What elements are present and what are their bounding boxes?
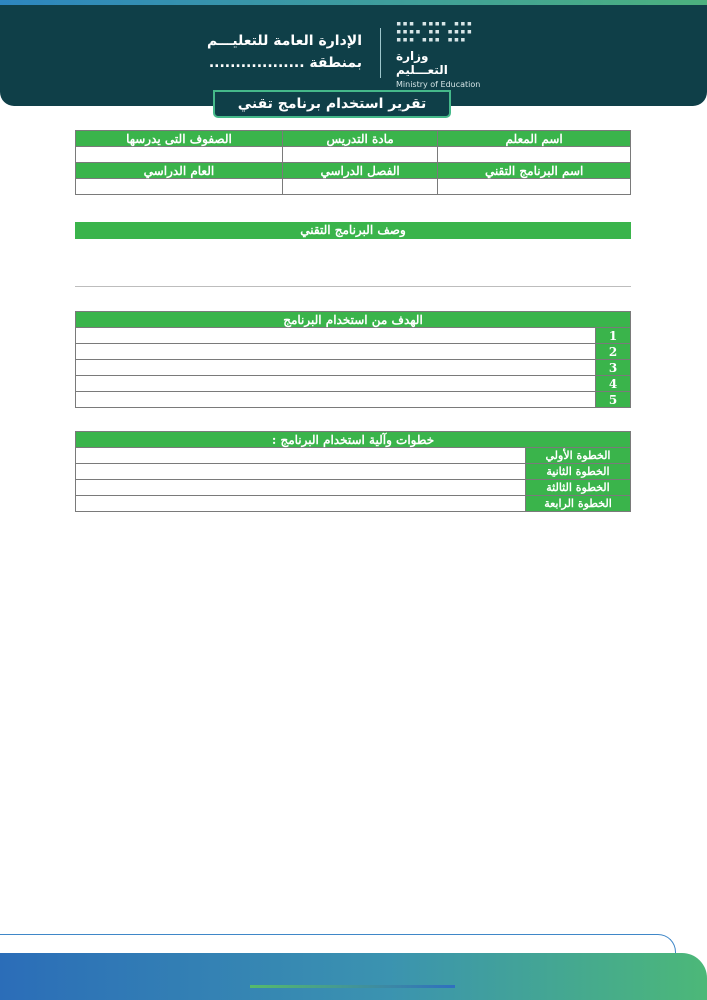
- goal-number: 5: [596, 392, 631, 408]
- description-section: [75, 222, 631, 239]
- page-footer: [0, 953, 707, 1000]
- header-text: [207, 30, 362, 74]
- header-line1: الإدارة العامة للتعليـــم: [206, 33, 362, 49]
- logo-arabic-text: وزارة التعـــليم: [396, 49, 448, 77]
- logo-dots-icon: ▪▪▪ ▪▪▪▪ ▪▪▪ ▪▪▪▪ ▪▪ ▪▪▪▪ ▪▪▪ ▪▪▪ ▪▪▪: [396, 19, 474, 45]
- step-field[interactable]: [76, 448, 526, 464]
- goal-number: 2: [596, 344, 631, 360]
- goals-header: الهدف من استخدام البرنامج: [76, 312, 631, 328]
- goals-table: [75, 311, 631, 408]
- logo-english-text: Ministry of Education: [396, 80, 481, 89]
- description-header: وصف البرنامج التقني: [75, 222, 631, 239]
- info-table: [75, 130, 631, 195]
- info-header-year: العام الدراسي: [76, 163, 283, 179]
- ministry-logo: [396, 19, 481, 89]
- info-field-teacher[interactable]: [438, 147, 631, 163]
- info-header-teacher: اسم المعلم: [438, 131, 631, 147]
- step-label: الخطوة الأولي: [526, 448, 631, 464]
- step-label: الخطوة الثانية: [526, 464, 631, 480]
- info-field-subject[interactable]: [282, 147, 437, 163]
- info-field-year[interactable]: [76, 179, 283, 195]
- info-header-subject: مادة التدريس: [282, 131, 437, 147]
- description-line[interactable]: [75, 286, 631, 287]
- step-label: الخطوة الثالثة: [526, 480, 631, 496]
- goal-number: 3: [596, 360, 631, 376]
- goal-field[interactable]: [76, 376, 596, 392]
- page-title: تقرير استخدام برنامج تقني: [213, 90, 451, 118]
- info-header-grades: الصفوف التى يدرسها: [76, 131, 283, 147]
- header-gradient-edge: [0, 0, 707, 5]
- goal-field[interactable]: [76, 344, 596, 360]
- goal-field[interactable]: [76, 328, 596, 344]
- info-field-semester[interactable]: [282, 179, 437, 195]
- footer-accent-bar: [250, 985, 455, 988]
- footer-outline: [0, 934, 676, 955]
- header-line2: بمنطقة ..................: [208, 55, 362, 71]
- step-label: الخطوة الرابعة: [526, 496, 631, 512]
- header-divider: [380, 28, 381, 78]
- steps-header: خطوات وآلية استخدام البرنامج :: [76, 432, 631, 448]
- goal-number: 1: [596, 328, 631, 344]
- info-field-program[interactable]: [438, 179, 631, 195]
- info-field-grades[interactable]: [76, 147, 283, 163]
- info-header-semester: الفصل الدراسي: [282, 163, 437, 179]
- step-field[interactable]: [76, 480, 526, 496]
- goal-field[interactable]: [76, 360, 596, 376]
- step-field[interactable]: [76, 464, 526, 480]
- steps-table: [75, 431, 631, 512]
- step-field[interactable]: [76, 496, 526, 512]
- goal-field[interactable]: [76, 392, 596, 408]
- info-header-program: اسم البرنامج التقني: [438, 163, 631, 179]
- goal-number: 4: [596, 376, 631, 392]
